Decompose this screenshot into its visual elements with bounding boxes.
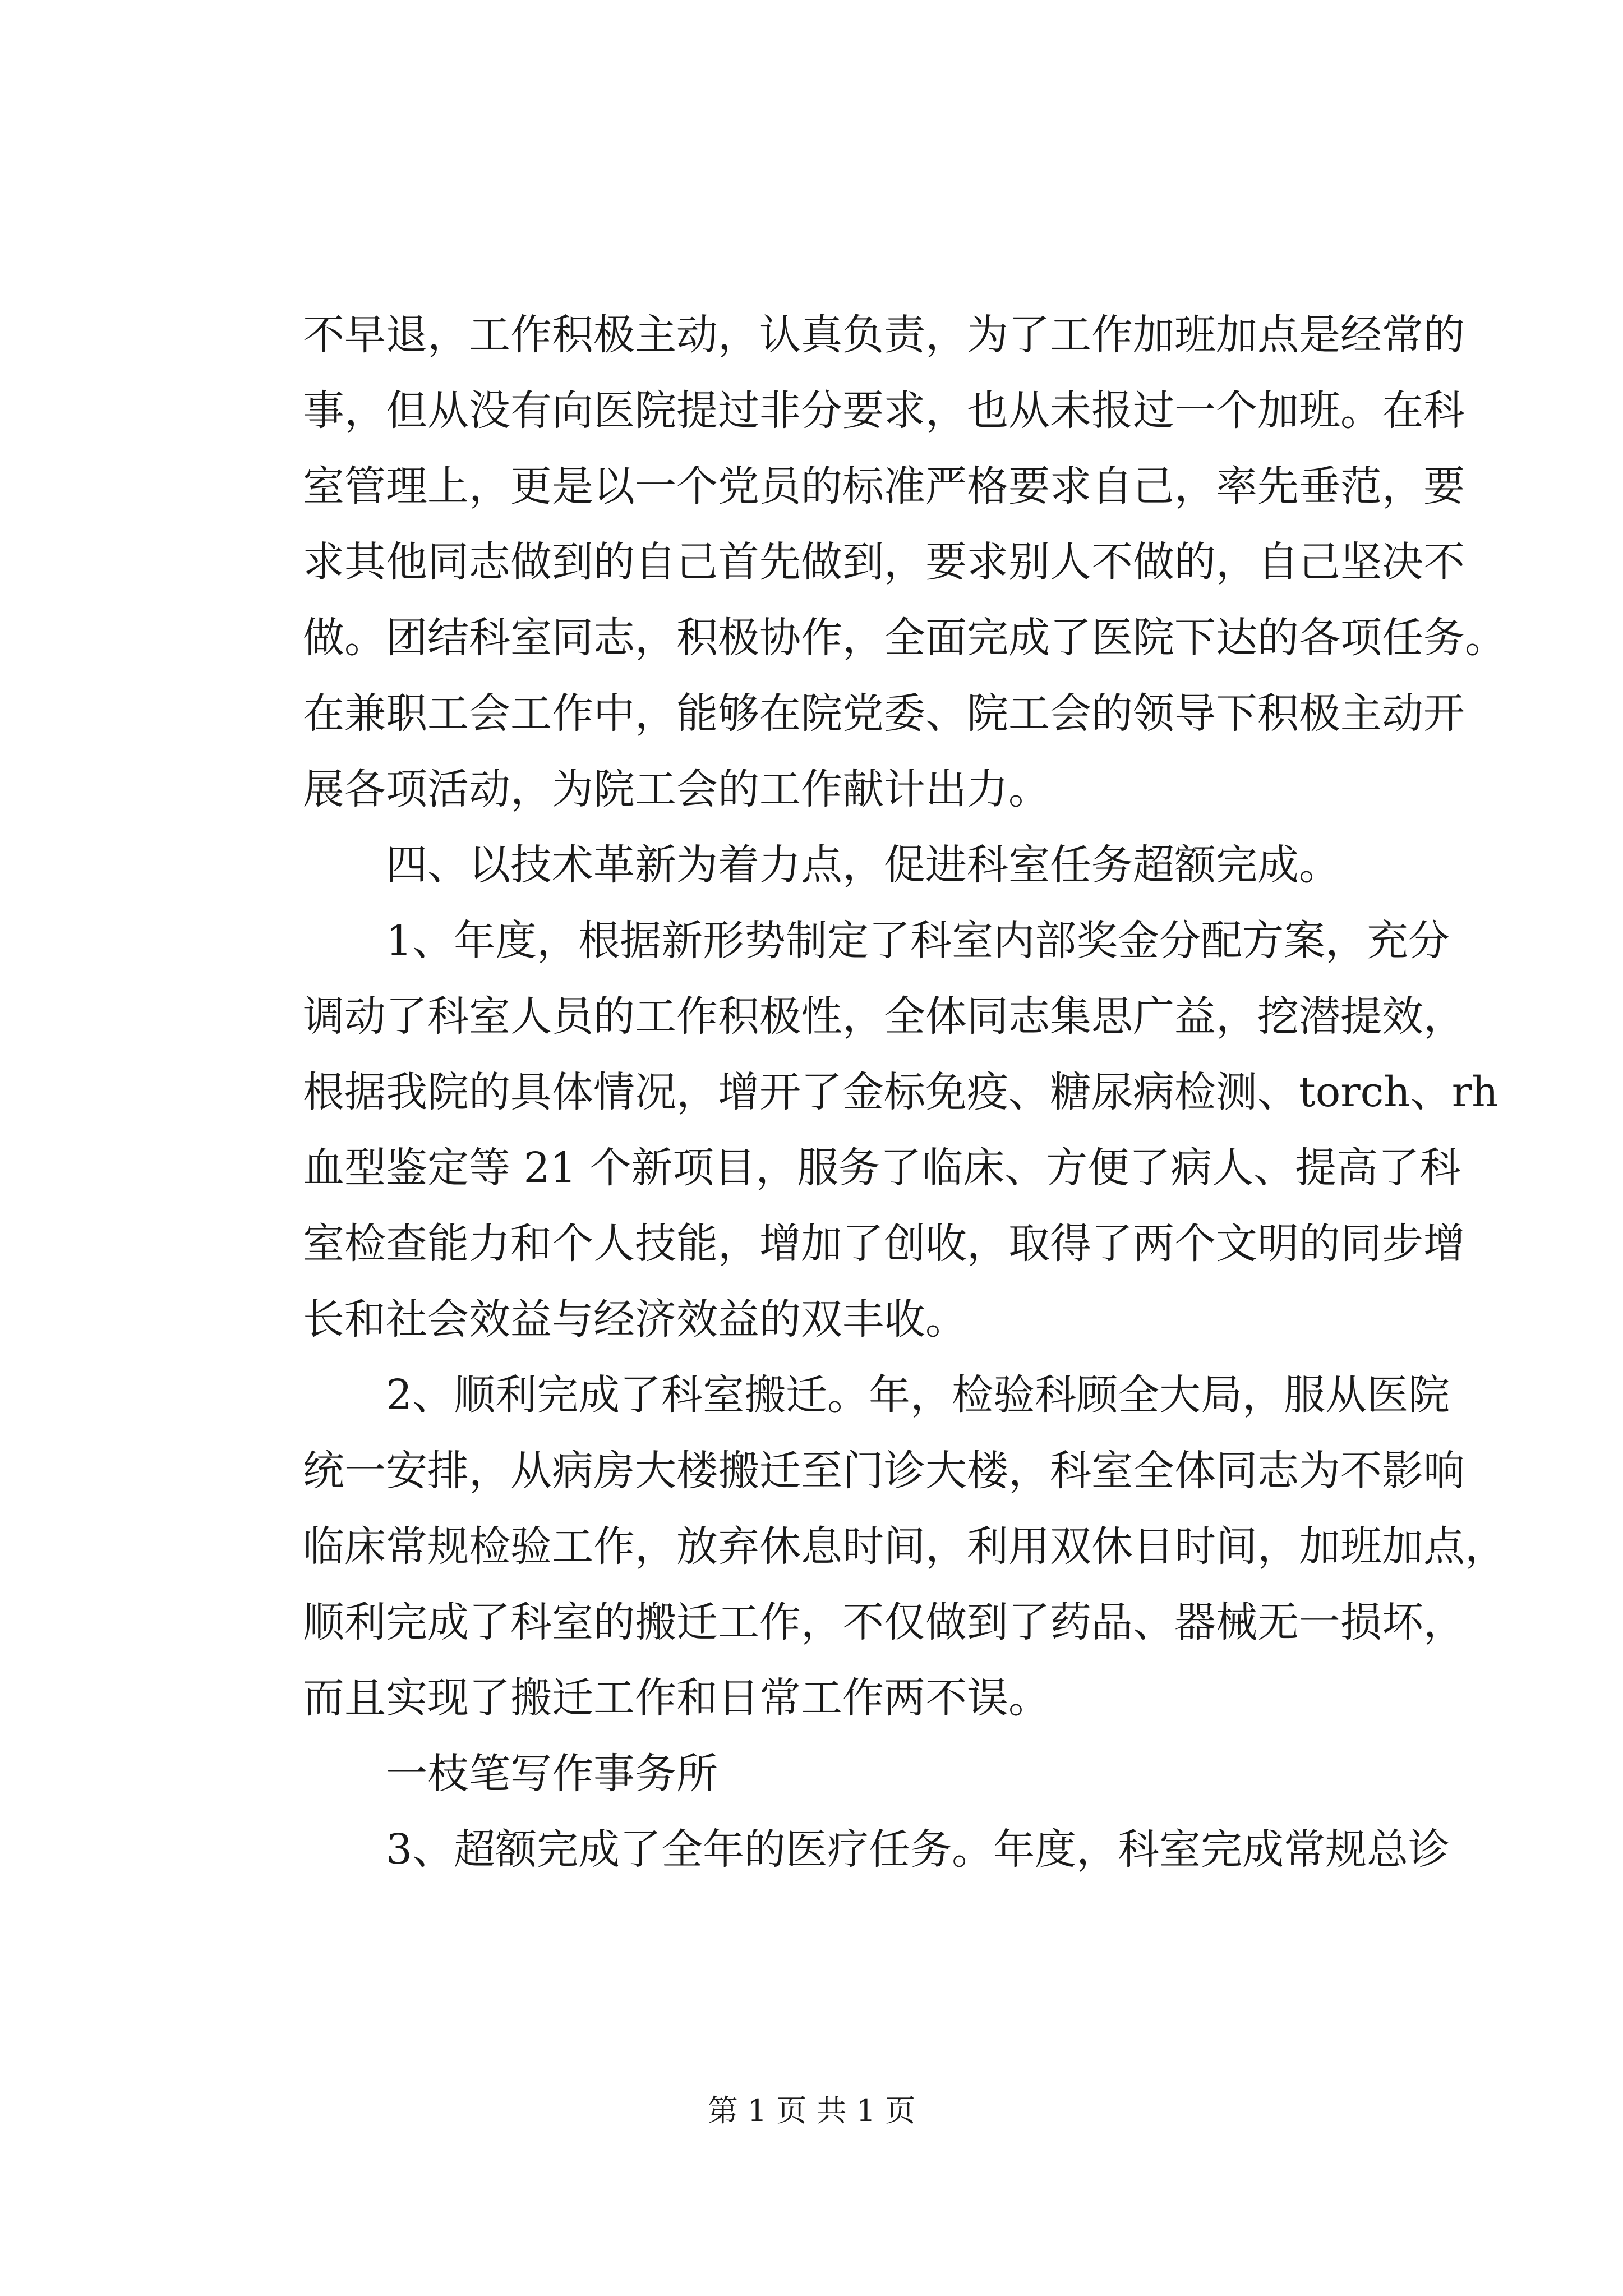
text-line: 3、超额完成了全年的医疗任务。年度，科室完成常规总诊 [303,1825,1450,1874]
text-line: 调动了科室人员的工作积极性，全体同志集思广益，挖潜提效， [303,992,1465,1041]
text-line: 顺利完成了科室的搬迁工作，不仅做到了药品、器械无一损坏， [303,1598,1465,1646]
text-line: 求其他同志做到的自己首先做到，要求别人不做的，自己坚决不 [303,538,1465,586]
text-line: 室管理上，更是以一个党员的标准严格要求自己，率先垂范，要 [303,462,1465,510]
text-line: 在兼职工会工作中，能够在院党委、院工会的领导下积极主动开 [303,689,1465,738]
text-line: 做。团结科室同志，积极协作，全面完成了医院下达的各项任务。 [303,614,1506,662]
text-line: 事，但从没有向医院提过非分要求，也从未报过一个加班。在科 [303,386,1465,435]
text-line: 不早退，工作积极主动，认真负责，为了工作加班加点是经常的 [303,311,1465,359]
text-line: 而且实现了搬迁工作和日常工作两不误。 [303,1674,1050,1722]
text-line: 统一安排，从病房大楼搬迁至门诊大楼，科室全体同志为不影响 [303,1447,1465,1495]
text-line: 四、以技术革新为着力点，促进科室任务超额完成。 [303,841,1340,889]
text-line: 血型鉴定等 21 个新项目，服务了临床、方便了病人、提高了科 [303,1144,1461,1192]
text-line: 室检查能力和个人技能，增加了创收，取得了两个文明的同步增 [303,1220,1465,1268]
text-line: 根据我院的具体情况，增开了金标免疫、糖尿病检测、torch、rh [303,1068,1498,1116]
page-footer: 第 1 页 共 1 页 [707,2093,916,2128]
text-line: 长和社会效益与经济效益的双丰收。 [303,1295,967,1343]
text-line: 一枝笔写作事务所 [303,1750,718,1798]
text-line: 展各项活动，为院工会的工作献计出力。 [303,765,1050,813]
text-line: 1、年度，根据新形势制定了科室内部奖金分配方案，充分 [303,917,1450,965]
text-line: 2、顺利完成了科室搬迁。年，检验科顾全大局，服从医院 [303,1371,1450,1419]
text-line: 临床常规检验工作，放弃休息时间，利用双休日时间，加班加点， [303,1522,1506,1571]
